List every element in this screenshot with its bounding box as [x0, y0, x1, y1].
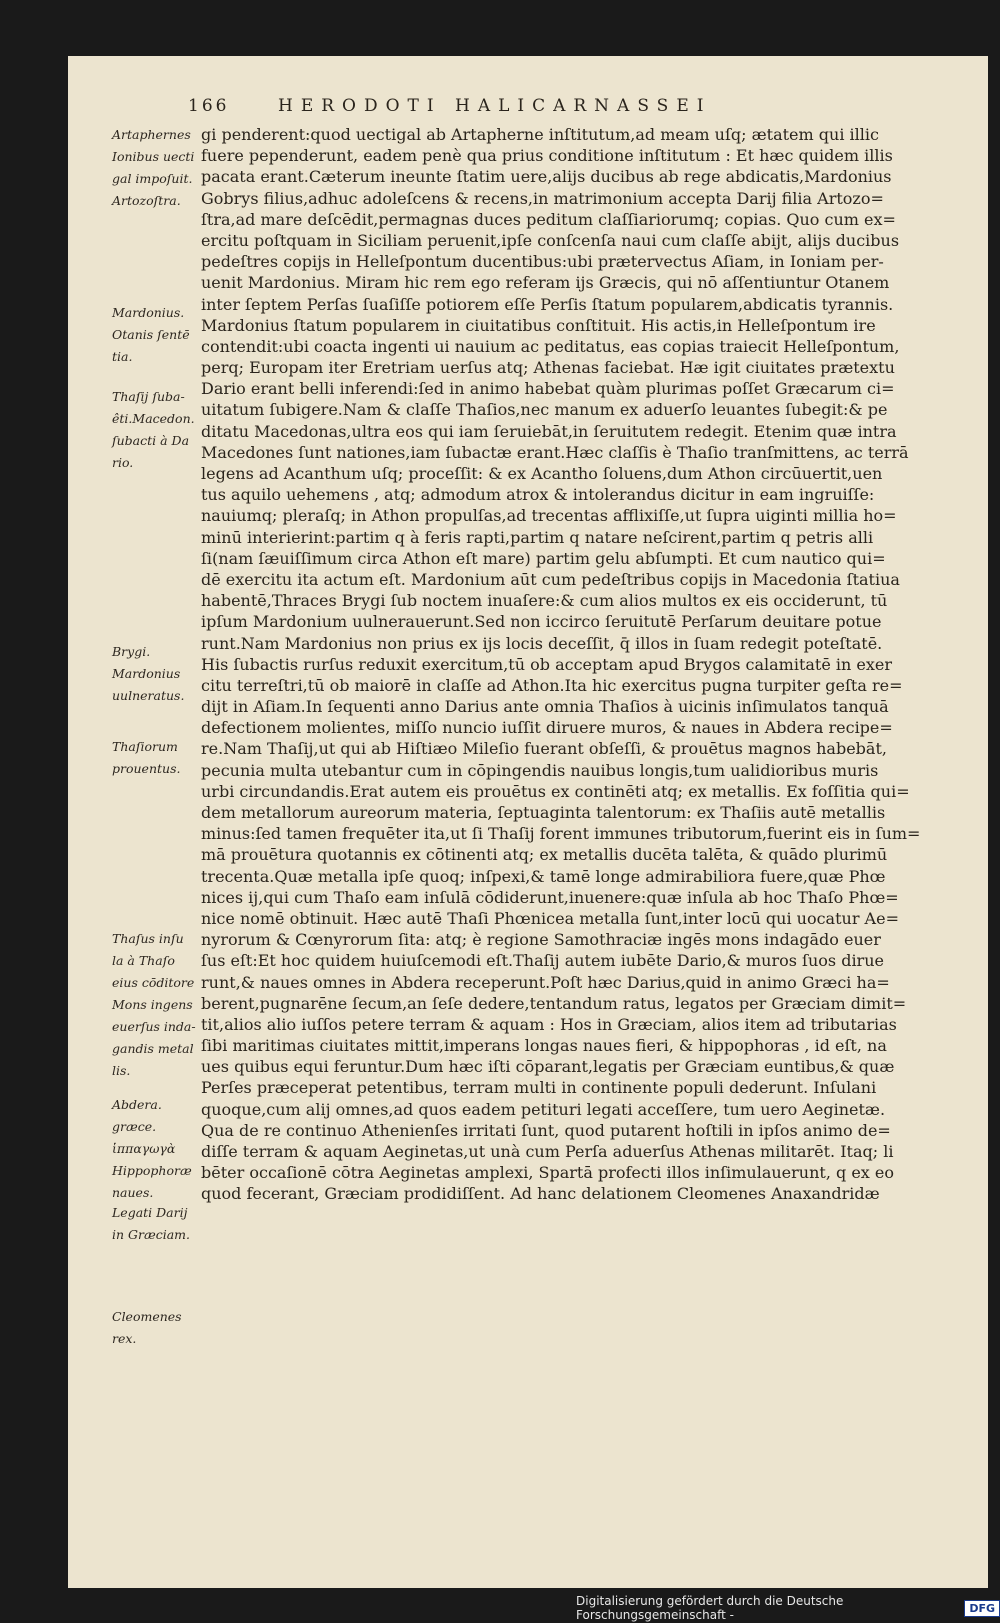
margin-note: Abdera. græce.: [112, 1097, 162, 1134]
text-line: runt.Nam Mardonius non prius ex ijs locis deceſſit, q̄ illos in ſuam redegit poteſtatē.: [201, 633, 883, 653]
text-line: dijt in Aſiam.In ſequenti anno Darius ante omnia Thaſios à uicinis inſimulatos tanquā: [201, 697, 889, 717]
margin-note: Thaſij ſuba- êti.Macedon. ſubacti à Da rio.: [112, 389, 195, 470]
text-line: perq; Europam iter Eretriam uerſus atq; Athenas faciebat. Hæ igit ciuitates prætextu: [201, 358, 895, 378]
footer-credit: Digitalisierung gefördert durch die Deutsche Forschungsgemeinschaft -: [576, 1594, 844, 1622]
text-line: ſibi maritimas ciuitates mittit,imperans longas naues fieri, & hippophoras , id eſt, na: [201, 1036, 887, 1056]
text-line: pacata erant.Cæterum ineunte ſtatim uere,alijs ducibus ab rege abdicatis,Mardonius: [201, 167, 892, 187]
text-line: uenit Mardonius. Miram hic rem ego referam ijs Græcis, qui nō aſſentiuntur Otanem: [201, 273, 890, 293]
text-line: habentē,Thraces Brygi ſub noctem inuaſere:& cum alios multos ex eis occiderunt, tū: [201, 591, 888, 611]
text-line: nyrorum & Cœnyrorum ſita: atq; è regione Samothraciæ ingēs mons indagādo euer: [201, 930, 881, 950]
text-line: nauiumq; pleraſq; in Athon propulſas,ad trecentas afflixiſſe,ut ſupra uiginti millia ho=: [201, 506, 897, 526]
text-line: Qua de re continuo Athenienſes irritati ſunt, quod putarent hoſtili in ipſos animo de=: [201, 1120, 891, 1140]
text-line: gi penderent:quod uectigal ab Artapherne inſtitutum,ad meam uſq; ætatem qui illic: [201, 125, 879, 144]
digitization-footer: [576, 1594, 1000, 1622]
text-line: ues quibus equi feruntur.Dum hæc iſti cōparant,legatis per Græciam euntibus,& quæ: [201, 1057, 895, 1077]
text-line: mā prouētura quotannis ex cōtinenti atq; ex metallis ducēta talēta, & quādo plurimū: [201, 845, 888, 865]
text-line: runt,& naues omnes in Abdera receperunt.Poſt hæc Darius,quid in animo Græci ha=: [201, 972, 890, 992]
text-line: diſſe terram & aquam Aeginetas,ut unà cum Perſa aduerſus Athenas militarēt. Itaq; li: [201, 1142, 894, 1161]
margin-note: Brygi. Mardonius uulneratus.: [112, 644, 185, 703]
text-line: Gobrys filius,adhuc adoleſcens & recens,in matrimonium accepta Darij filia Artozo=: [201, 188, 884, 208]
text-line: ſtra,ad mare deſcēdit,permagnas duces peditum claſſiariorumq; copias. Quo cum ex=: [201, 209, 896, 229]
text-line: ditatu Macedonas,ultra eos qui iam ſeruiebāt,in ſeruitutem redegit. Etenim quæ intra: [201, 421, 897, 441]
text-line: fuere pependerunt, eadem penè qua prius conditione inſtitutum : Et hæc quidem illis: [201, 146, 893, 166]
text-line: dē exercitu ita actum eſt. Mardonium aūt cum pedeſtribus copijs in Macedonia ſtatiua: [201, 569, 900, 589]
text-line: urbi circundandis.Erat autem eis prouētus ex continēti atq; ex metallis. Ex foſſitia qui=: [201, 781, 910, 801]
running-title: HERODOTI HALICARNASSEI: [278, 96, 712, 116]
body-text: [201, 124, 961, 1205]
text-line: quod fecerant, Græciam prodidiſſent. Ad hanc delationem Cleomenes Anaxandridæ: [201, 1184, 880, 1204]
text-line: bēter occaſionē cōtra Aeginetas amplexi, Spartā profecti illos inſimulauerunt, q ex eo: [201, 1163, 895, 1183]
margin-note: Cleomenes rex.: [112, 1309, 182, 1346]
text-line: inter ſeptem Perſas ſuaſiſſe potiorem eſſe Perſis ſtatum popularem,abdicatis tyrannis.: [201, 294, 894, 314]
text-line: defectionem molientes, miſſo nuncio iuſſit diruere muros, & naues in Abdera recipe=: [201, 718, 893, 738]
margin-note: ἱππαγωγὰ Hippophoræ naues.: [112, 1141, 192, 1200]
text-line: Perſes præceperat petentibus, terram multi in continente populi dederunt. Inſulani: [201, 1078, 877, 1098]
margin-note: Artaphernes Ionibus uecti gal impoſuit.: [112, 127, 195, 186]
text-line: pedeſtres copijs in Helleſpontum ducentibus:ubi prætervectus Aſiam, in Ioniam per-: [201, 252, 884, 272]
margin-note: Mardonius. Otanis ſentē tia.: [112, 305, 190, 364]
text-line: tus aquilo uehemens , atq; admodum atrox & intolerandus dicitur in eam ingruiſſe:: [201, 485, 875, 505]
text-line: citu terreſtri,tū ob maiorē in claſſe ad Athon.Ita hic exercitus pugna turpiter geſta re=: [201, 675, 903, 695]
dfg-logo: DFG: [964, 1600, 1000, 1617]
text-line: quoque,cum alij omnes,ad quos eadem petituri legati acceſſere, tum uero Aeginetæ.: [201, 1099, 886, 1119]
text-line: minus:ſed tamen frequēter ita,ut ſi Thaſij forent immunes tributorum,fuerint eis in ſum=: [201, 824, 921, 844]
text-line: uitatum ſubigere.Nam & claſſe Thaſios,nec manum ex aduerſo leuantes ſubegit:& pe: [201, 400, 888, 420]
text-line: dem metallorum aureorum materia, ſeptuaginta talentorum: ex Thaſiis autē metallis: [201, 803, 886, 822]
text-line: ſi(nam ſæuiſſimum circa Athon eſt mare) partim gelu abſumpti. Et cum nautico qui=: [201, 548, 886, 568]
text-line: Dario erant belli inferendi:ſed in animo habebat quàm plurimas poſſet Græcarum ci=: [201, 379, 895, 399]
text-line: Macedones ſunt nationes,iam ſubactæ erant.Hæc claſſis è Thaſio tranſmittens, ac terrā: [201, 442, 909, 462]
text-line: berent,pugnarēne ſecum,an ſeſe dedere,tentandum ratus, legatos per Græciam dimit=: [201, 993, 907, 1013]
margin-note: Legati Darij in Græciam.: [112, 1205, 191, 1242]
running-header: [188, 96, 888, 122]
text-line: pecunia multa utebantur cum in cōpingendis nauibus longis,tum ualidioribus muris: [201, 760, 879, 780]
margin-notes: [68, 56, 196, 1588]
text-line: legens ad Acanthum uſq; proceſſit: & ex Acantho ſoluens,dum Athon circūuertit,uen: [201, 464, 883, 483]
text-line: tit,alios alio iuſſos petere terram & aquam : Hos in Græciam, alios item ad tributarias: [201, 1014, 897, 1034]
text-line: re.Nam Thaſij,ut qui ab Hiſtiæo Mileſio fuerant obſeſſi, & prouētus magnos habebāt,: [201, 739, 887, 759]
text-line: ipſum Mardonium uulnerauerunt.Sed non iccirco ſeruitutē Perſarum deuitare potue: [201, 612, 882, 632]
text-line: trecenta.Quæ metalla ipſe quoq; inſpexi,& tamē longe admirabiliora fuere,quæ Phœ: [201, 866, 886, 886]
page-number: 166: [188, 96, 230, 116]
text-line: His ſubactis rurſus reduxit exercitum,tū ob acceptam apud Brygos calamitatē in exer: [201, 654, 893, 674]
margin-note: Thaſiorum prouentus.: [112, 739, 181, 776]
text-line: ſus eſt:Et hoc quidem huiuſcemodi eſt.Thaſij autem iubēte Dario,& muros ſuos dirue: [201, 951, 884, 971]
book-page: [68, 56, 988, 1588]
text-line: Mardonius ſtatum popularem in ciuitatibus conſtituit. His actis,in Helleſpontum ire: [201, 315, 876, 335]
text-line: contendit:ubi coacta ingenti ui nauium ac peditatus, eas copias traiecit Helleſpontum,: [201, 336, 900, 356]
text-line: nices ij,qui cum Thaſo eam inſulā cōdiderunt,inuenere:quæ inſula ab hoc Thaſo Phœ=: [201, 887, 899, 907]
text-line: ercitu poſtquam in Siciliam peruenit,ipſe conſcenſa naui cum claſſe abijt, alijs ducibus: [201, 230, 900, 250]
text-line: minū interierint:partim q à feris rapti,partim q natare neſcirent,partim q petris alli: [201, 527, 874, 547]
margin-note: Artozoſtra.: [112, 193, 181, 208]
margin-note: Thaſus inſu la à Thaſo eius cōditore Mons ingens euerſus inda- gandis metal lis.: [112, 931, 196, 1078]
text-line: nice nomē obtinuit. Hæc autē Thaſi Phœnicea metalla ſunt,inter locū qui uocatur Ae=: [201, 908, 899, 928]
